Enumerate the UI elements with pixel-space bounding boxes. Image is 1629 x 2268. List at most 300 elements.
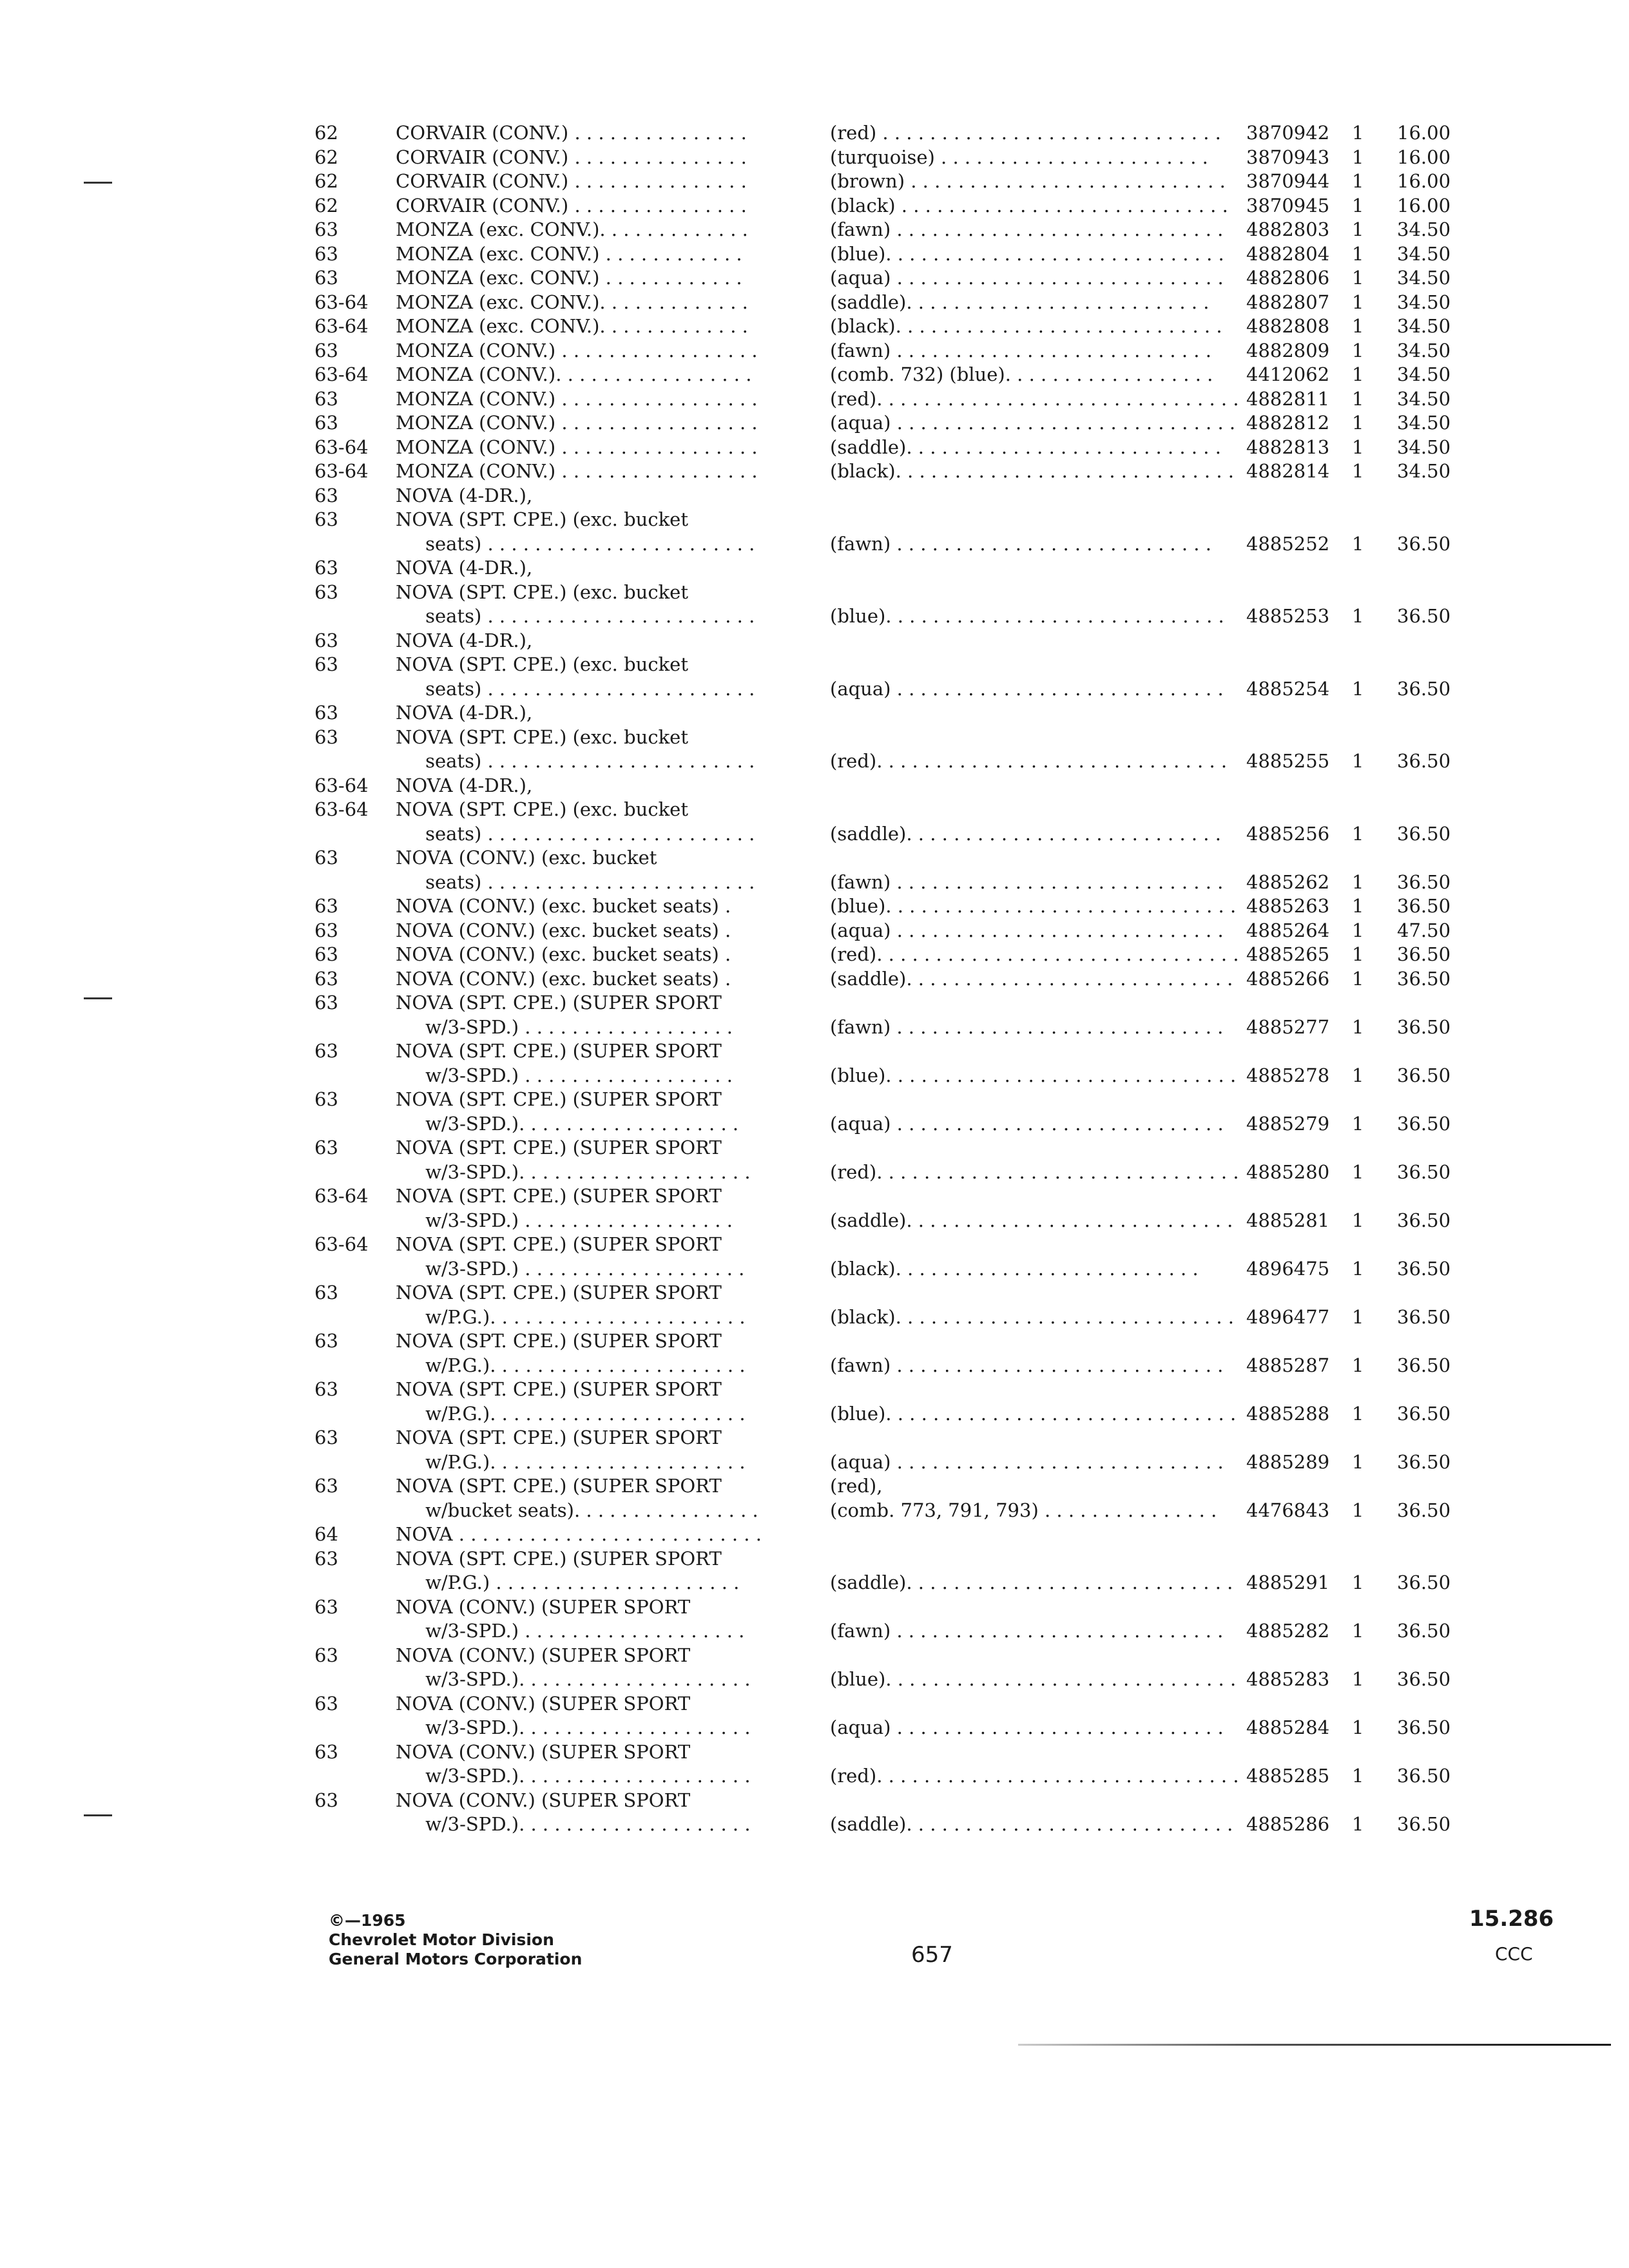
model-description: MONZA (CONV.) . . . . . . . . . . . . . . . . .: [396, 460, 758, 482]
model-year: 63: [314, 1789, 338, 1811]
list-price: 36.50: [1397, 1305, 1451, 1328]
part-number: 4882809: [1246, 339, 1330, 361]
part-row: [0, 1233, 1629, 1281]
model-description: NOVA (CONV.) (SUPER SPORT: [396, 1644, 691, 1666]
list-price: 36.50: [1397, 1450, 1451, 1473]
list-price: 36.50: [1397, 1402, 1451, 1425]
part-row: [0, 436, 1629, 460]
part-number: 4882813: [1246, 436, 1330, 458]
model-year: 63: [314, 943, 338, 965]
trim-color: (fawn) . . . . . . . . . . . . . . . . . . . . . . . . . . .: [830, 532, 1211, 555]
model-description: seats) . . . . . . . . . . . . . . . . . . . . . . .: [396, 677, 755, 700]
part-row: [0, 701, 1629, 774]
quantity: 1: [1352, 605, 1364, 627]
list-price: 36.50: [1397, 1668, 1451, 1690]
model-year: 63: [314, 387, 338, 410]
trim-color: (blue). . . . . . . . . . . . . . . . . . . . . . . . . . . . . .: [830, 1402, 1237, 1425]
model-year: 63: [314, 339, 338, 361]
list-price: 34.50: [1397, 339, 1451, 361]
trim-color: (fawn) . . . . . . . . . . . . . . . . . . . . . . . . . . . .: [830, 870, 1224, 893]
trim-color: (saddle). . . . . . . . . . . . . . . . . . . . . . . . . . . .: [830, 967, 1233, 990]
quantity: 1: [1352, 870, 1364, 893]
part-number: 4885286: [1246, 1813, 1330, 1835]
model-description: w/3-SPD.) . . . . . . . . . . . . . . . . . .: [396, 1209, 733, 1231]
trim-color: (red),: [830, 1475, 883, 1497]
part-row: [0, 484, 1629, 557]
model-year: 63-64: [314, 1185, 369, 1207]
quantity: 1: [1352, 412, 1364, 434]
trim-color: (red). . . . . . . . . . . . . . . . . . . . . . . . . . . . . .: [830, 750, 1228, 772]
model-description: w/P.G.) . . . . . . . . . . . . . . . . . . . . .: [396, 1571, 740, 1593]
quantity: 1: [1352, 943, 1364, 965]
model-year: 63: [314, 1644, 338, 1666]
part-number: 4885284: [1246, 1716, 1330, 1738]
model-year: 63-64: [314, 460, 369, 482]
part-row: [0, 967, 1629, 992]
corporation-name: General Motors Corporation: [329, 1950, 583, 1968]
trim-color: (saddle). . . . . . . . . . . . . . . . . . . . . . . . . . . .: [830, 1813, 1233, 1835]
trim-color: (saddle). . . . . . . . . . . . . . . . . . . . . . . . . . . .: [830, 1209, 1233, 1231]
quantity: 1: [1352, 1112, 1364, 1135]
quantity: 1: [1352, 1813, 1364, 1835]
model-description: MONZA (exc. CONV.). . . . . . . . . . . . .: [396, 218, 748, 240]
model-description: w/3-SPD.) . . . . . . . . . . . . . . . . . .: [396, 1064, 733, 1086]
model-description: NOVA (4-DR.),: [396, 774, 533, 796]
trim-color: (fawn) . . . . . . . . . . . . . . . . . . . . . . . . . . . .: [830, 1354, 1224, 1376]
list-price: 36.50: [1397, 1620, 1451, 1642]
quantity: 1: [1352, 1064, 1364, 1086]
model-description: NOVA (SPT. CPE.) (SUPER SPORT: [396, 1233, 722, 1255]
part-row: [0, 314, 1629, 339]
part-row: [0, 339, 1629, 363]
part-row: [0, 774, 1629, 847]
model-description: w/P.G.). . . . . . . . . . . . . . . . . . . . . .: [396, 1402, 746, 1425]
binder-hole-mark: [84, 182, 112, 184]
part-row: [0, 1644, 1629, 1692]
part-row: [0, 146, 1629, 170]
part-number: 4882811: [1246, 387, 1330, 410]
model-description: NOVA (SPT. CPE.) (SUPER SPORT: [396, 1185, 722, 1207]
trim-color: (aqua) . . . . . . . . . . . . . . . . . . . . . . . . . . . .: [830, 267, 1224, 289]
model-year: 63: [314, 702, 338, 724]
trim-color: (black) . . . . . . . . . . . . . . . . . . . . . . . . . . . .: [830, 194, 1228, 216]
model-description: MONZA (CONV.). . . . . . . . . . . . . . . . .: [396, 363, 752, 385]
part-number: 4885277: [1246, 1015, 1330, 1038]
part-row: [0, 363, 1629, 387]
model-description: NOVA (4-DR.),: [396, 702, 533, 724]
trim-color: (blue). . . . . . . . . . . . . . . . . . . . . . . . . . . . . .: [830, 895, 1237, 917]
model-year: 63-64: [314, 798, 369, 820]
model-year: 63: [314, 1040, 338, 1062]
quantity: 1: [1352, 822, 1364, 845]
model-description: MONZA (CONV.) . . . . . . . . . . . . . . . . .: [396, 412, 758, 434]
list-price: 36.50: [1397, 1257, 1451, 1280]
model-year: 63: [314, 557, 338, 579]
trim-color: (comb. 732) (blue). . . . . . . . . . . . . . . . . .: [830, 363, 1213, 385]
quantity: 1: [1352, 1450, 1364, 1473]
part-number: 4885287: [1246, 1354, 1330, 1376]
model-description: NOVA (SPT. CPE.) (SUPER SPORT: [396, 1547, 722, 1570]
trim-color: (blue). . . . . . . . . . . . . . . . . . . . . . . . . . . . . .: [830, 1668, 1237, 1690]
part-number: 4885281: [1246, 1209, 1330, 1231]
model-description: NOVA (SPT. CPE.) (exc. bucket: [396, 508, 688, 530]
quantity: 1: [1352, 122, 1364, 144]
part-number: 3870944: [1246, 170, 1330, 192]
trim-color: (red). . . . . . . . . . . . . . . . . . . . . . . . . . . . . . .: [830, 1160, 1239, 1183]
trim-color: (red). . . . . . . . . . . . . . . . . . . . . . . . . . . . . . .: [830, 1765, 1239, 1787]
part-number: 4896477: [1246, 1305, 1330, 1328]
list-price: 16.00: [1397, 194, 1451, 216]
model-year: 63: [314, 508, 338, 530]
model-description: w/P.G.). . . . . . . . . . . . . . . . . . . . . .: [396, 1450, 746, 1473]
part-number: 4885256: [1246, 822, 1330, 845]
part-number: 4885252: [1246, 532, 1330, 555]
quantity: 1: [1352, 170, 1364, 192]
model-year: 62: [314, 194, 338, 216]
model-description: NOVA (4-DR.),: [396, 629, 533, 651]
part-row: [0, 1088, 1629, 1136]
list-price: 36.50: [1397, 1112, 1451, 1135]
part-row: [0, 387, 1629, 412]
part-row: [0, 1184, 1629, 1233]
part-number: 4882804: [1246, 242, 1330, 265]
trim-color: (saddle). . . . . . . . . . . . . . . . . . . . . . . . . . . .: [830, 1571, 1233, 1593]
part-row: [0, 556, 1629, 629]
trim-color: (blue). . . . . . . . . . . . . . . . . . . . . . . . . . . . . .: [830, 1064, 1237, 1086]
list-price: 16.00: [1397, 146, 1451, 168]
quantity: 1: [1352, 919, 1364, 941]
part-row: [0, 459, 1629, 484]
model-description: NOVA (SPT. CPE.) (SUPER SPORT: [396, 992, 722, 1014]
quantity: 1: [1352, 1015, 1364, 1038]
part-number: 4882806: [1246, 267, 1330, 289]
model-year: 63: [314, 1692, 338, 1715]
list-price: 34.50: [1397, 387, 1451, 410]
quantity: 1: [1352, 267, 1364, 289]
part-row: [0, 991, 1629, 1039]
model-description: NOVA (SPT. CPE.) (SUPER SPORT: [396, 1282, 722, 1303]
list-price: 34.50: [1397, 363, 1451, 385]
model-year: 63: [314, 218, 338, 240]
part-row: [0, 1426, 1629, 1474]
model-description: NOVA (CONV.) (SUPER SPORT: [396, 1595, 691, 1618]
model-year: 63-64: [314, 774, 369, 796]
trim-color: (aqua) . . . . . . . . . . . . . . . . . . . . . . . . . . . .: [830, 1450, 1224, 1473]
model-year: 63: [314, 967, 338, 990]
model-year: 63-64: [314, 363, 369, 385]
part-number: 4882814: [1246, 460, 1330, 482]
list-price: 36.50: [1397, 1354, 1451, 1376]
model-year: 63: [314, 1378, 338, 1400]
part-row: [0, 169, 1629, 194]
trim-color: (turquoise) . . . . . . . . . . . . . . . . . . . . . . .: [830, 146, 1208, 168]
part-row: [0, 846, 1629, 894]
trim-color: (red). . . . . . . . . . . . . . . . . . . . . . . . . . . . . . .: [830, 387, 1239, 410]
list-price: 36.50: [1397, 822, 1451, 845]
quantity: 1: [1352, 532, 1364, 555]
trim-color: (black). . . . . . . . . . . . . . . . . . . . . . . . . . . .: [830, 315, 1222, 337]
part-number: 4885283: [1246, 1668, 1330, 1690]
model-description: seats) . . . . . . . . . . . . . . . . . . . . . . .: [396, 822, 755, 845]
model-description: NOVA (4-DR.),: [396, 557, 533, 579]
list-price: 36.50: [1397, 895, 1451, 917]
model-description: NOVA (SPT. CPE.) (SUPER SPORT: [396, 1475, 722, 1497]
quantity: 1: [1352, 387, 1364, 410]
part-number: 4885280: [1246, 1160, 1330, 1183]
model-description: w/3-SPD.) . . . . . . . . . . . . . . . . . .: [396, 1015, 733, 1038]
page-number: 657: [911, 1942, 953, 1968]
part-number: 4885265: [1246, 943, 1330, 965]
quantity: 1: [1352, 677, 1364, 700]
list-price: 36.50: [1397, 1160, 1451, 1183]
part-row: [0, 919, 1629, 943]
part-number: 4885279: [1246, 1112, 1330, 1135]
part-number: 4885264: [1246, 919, 1330, 941]
quantity: 1: [1352, 1499, 1364, 1521]
model-description: w/3-SPD.). . . . . . . . . . . . . . . . . . . .: [396, 1668, 751, 1690]
model-description: w/3-SPD.) . . . . . . . . . . . . . . . . . . .: [396, 1257, 745, 1280]
model-description: CORVAIR (CONV.) . . . . . . . . . . . . . . .: [396, 122, 747, 144]
model-description: seats) . . . . . . . . . . . . . . . . . . . . . . .: [396, 870, 755, 893]
model-description: seats) . . . . . . . . . . . . . . . . . . . . . . .: [396, 750, 755, 772]
model-year: 64: [314, 1523, 338, 1545]
trim-color: (comb. 773, 791, 793) . . . . . . . . . . . . . . .: [830, 1499, 1217, 1521]
quantity: 1: [1352, 363, 1364, 385]
list-price: 36.50: [1397, 605, 1451, 627]
model-description: seats) . . . . . . . . . . . . . . . . . . . . . . .: [396, 532, 755, 555]
quantity: 1: [1352, 146, 1364, 168]
model-description: w/3-SPD.). . . . . . . . . . . . . . . . . . . .: [396, 1160, 751, 1183]
part-number: 4885288: [1246, 1402, 1330, 1425]
model-description: NOVA (SPT. CPE.) (SUPER SPORT: [396, 1427, 722, 1448]
model-description: NOVA (SPT. CPE.) (SUPER SPORT: [396, 1378, 722, 1400]
binder-hole-mark: [84, 997, 112, 999]
model-year: 62: [314, 170, 338, 192]
model-description: NOVA (SPT. CPE.) (exc. bucket: [396, 653, 688, 675]
trim-color: (saddle). . . . . . . . . . . . . . . . . . . . . . . . . .: [830, 291, 1210, 313]
model-year: 63: [314, 726, 338, 748]
trim-color: (fawn) . . . . . . . . . . . . . . . . . . . . . . . . . . . .: [830, 1015, 1224, 1038]
model-year: 63: [314, 653, 338, 675]
part-row: [0, 629, 1629, 702]
trim-color: (red). . . . . . . . . . . . . . . . . . . . . . . . . . . . . . .: [830, 943, 1239, 965]
part-row: [0, 1789, 1629, 1837]
model-description: w/3-SPD.). . . . . . . . . . . . . . . . . . . .: [396, 1765, 751, 1787]
model-description: w/3-SPD.) . . . . . . . . . . . . . . . . . . .: [396, 1620, 745, 1642]
trim-color: (black). . . . . . . . . . . . . . . . . . . . . . . . . .: [830, 1257, 1199, 1280]
list-price: 36.50: [1397, 1209, 1451, 1231]
quantity: 1: [1352, 895, 1364, 917]
model-year: 63: [314, 1740, 338, 1763]
part-row: [0, 242, 1629, 267]
list-price: 36.50: [1397, 1064, 1451, 1086]
quantity: 1: [1352, 1716, 1364, 1738]
list-price: 47.50: [1397, 919, 1451, 941]
part-row: [0, 1595, 1629, 1644]
trim-color: (aqua) . . . . . . . . . . . . . . . . . . . . . . . . . . . . .: [830, 412, 1236, 434]
model-year: 63-64: [314, 315, 369, 337]
model-year: 63-64: [314, 1233, 369, 1255]
model-year: 63: [314, 1330, 338, 1352]
model-description: MONZA (exc. CONV.). . . . . . . . . . . . .: [396, 291, 748, 313]
model-description: NOVA (SPT. CPE.) (SUPER SPORT: [396, 1137, 722, 1158]
part-row: [0, 1136, 1629, 1184]
list-price: 36.50: [1397, 1015, 1451, 1038]
trim-color: (saddle). . . . . . . . . . . . . . . . . . . . . . . . . . .: [830, 436, 1221, 458]
part-number: 4882803: [1246, 218, 1330, 240]
copyright-line: ©—1965: [329, 1911, 406, 1930]
list-price: 36.50: [1397, 677, 1451, 700]
model-year: 63: [314, 1547, 338, 1570]
trim-color: (aqua) . . . . . . . . . . . . . . . . . . . . . . . . . . . .: [830, 919, 1224, 941]
part-number: 4412062: [1246, 363, 1330, 385]
model-description: MONZA (exc. CONV.) . . . . . . . . . . . .: [396, 267, 742, 289]
list-price: 36.50: [1397, 943, 1451, 965]
model-year: 63: [314, 1475, 338, 1497]
model-year: 63: [314, 992, 338, 1014]
model-year: 63: [314, 895, 338, 917]
part-row: [0, 1692, 1629, 1740]
part-row: [0, 121, 1629, 146]
bottom-rule: [1018, 2044, 1611, 2046]
quantity: 1: [1352, 750, 1364, 772]
model-description: NOVA (CONV.) (exc. bucket seats) .: [396, 943, 731, 965]
footer-publisher: [329, 1911, 582, 1969]
model-description: NOVA (SPT. CPE.) (exc. bucket: [396, 581, 688, 603]
part-number: 4882807: [1246, 291, 1330, 313]
list-price: 36.50: [1397, 870, 1451, 893]
part-row: [0, 194, 1629, 218]
trim-color: (aqua) . . . . . . . . . . . . . . . . . . . . . . . . . . . .: [830, 677, 1224, 700]
model-description: CORVAIR (CONV.) . . . . . . . . . . . . . . .: [396, 170, 747, 192]
part-row: [0, 1523, 1629, 1595]
quantity: 1: [1352, 967, 1364, 990]
model-year: 63: [314, 484, 338, 506]
quantity: 1: [1352, 1620, 1364, 1642]
model-description: NOVA (CONV.) (SUPER SPORT: [396, 1692, 691, 1715]
part-number: 3870945: [1246, 194, 1330, 216]
part-number: 4885262: [1246, 870, 1330, 893]
part-number: 4885263: [1246, 895, 1330, 917]
division-name: Chevrolet Motor Division: [329, 1930, 554, 1949]
model-year: 63: [314, 1282, 338, 1303]
trim-color: (black). . . . . . . . . . . . . . . . . . . . . . . . . . . . .: [830, 1305, 1235, 1328]
part-number: 4885291: [1246, 1571, 1330, 1593]
model-description: MONZA (exc. CONV.). . . . . . . . . . . . .: [396, 315, 748, 337]
model-year: 63: [314, 1595, 338, 1618]
model-description: MONZA (CONV.) . . . . . . . . . . . . . . . . .: [396, 387, 758, 410]
quantity: 1: [1352, 194, 1364, 216]
part-row: [0, 1281, 1629, 1329]
model-description: w/bucket seats). . . . . . . . . . . . . . . .: [396, 1499, 758, 1521]
model-year: 63: [314, 1088, 338, 1110]
model-description: NOVA (SPT. CPE.) (exc. bucket: [396, 798, 688, 820]
quantity: 1: [1352, 460, 1364, 482]
trim-color: (blue). . . . . . . . . . . . . . . . . . . . . . . . . . . . .: [830, 242, 1224, 265]
part-row: [0, 266, 1629, 291]
list-price: 36.50: [1397, 1571, 1451, 1593]
part-row: [0, 1740, 1629, 1789]
list-price: 36.50: [1397, 1716, 1451, 1738]
model-year: 62: [314, 146, 338, 168]
model-description: NOVA (CONV.) (exc. bucket seats) .: [396, 919, 731, 941]
model-description: NOVA (4-DR.),: [396, 484, 533, 506]
part-row: [0, 1474, 1629, 1523]
part-number: 4885285: [1246, 1765, 1330, 1787]
part-row: [0, 411, 1629, 436]
list-price: 34.50: [1397, 291, 1451, 313]
model-description: NOVA (CONV.) (SUPER SPORT: [396, 1740, 691, 1763]
quantity: 1: [1352, 242, 1364, 265]
model-description: CORVAIR (CONV.) . . . . . . . . . . . . . . .: [396, 194, 747, 216]
quantity: 1: [1352, 436, 1364, 458]
model-description: w/3-SPD.). . . . . . . . . . . . . . . . . . .: [396, 1112, 739, 1135]
model-year: 63: [314, 242, 338, 265]
model-description: MONZA (CONV.) . . . . . . . . . . . . . . . . .: [396, 436, 758, 458]
list-price: 34.50: [1397, 436, 1451, 458]
model-description: NOVA (CONV.) (SUPER SPORT: [396, 1789, 691, 1811]
model-description: NOVA (CONV.) (exc. bucket: [396, 847, 657, 869]
model-description: NOVA (SPT. CPE.) (exc. bucket: [396, 726, 688, 748]
model-year: 63: [314, 581, 338, 603]
list-price: 34.50: [1397, 242, 1451, 265]
trim-color: (fawn) . . . . . . . . . . . . . . . . . . . . . . . . . . . .: [830, 1620, 1224, 1642]
model-year: 62: [314, 122, 338, 144]
quantity: 1: [1352, 1668, 1364, 1690]
trim-color: (saddle). . . . . . . . . . . . . . . . . . . . . . . . . . .: [830, 822, 1221, 845]
part-number: 4885254: [1246, 677, 1330, 700]
list-price: 16.00: [1397, 122, 1451, 144]
model-year: 63: [314, 629, 338, 651]
model-description: CORVAIR (CONV.) . . . . . . . . . . . . . . .: [396, 146, 747, 168]
model-year: 63-64: [314, 436, 369, 458]
list-price: 36.50: [1397, 1813, 1451, 1835]
trim-color: (aqua) . . . . . . . . . . . . . . . . . . . . . . . . . . . .: [830, 1112, 1224, 1135]
list-price: 34.50: [1397, 218, 1451, 240]
trim-color: (blue). . . . . . . . . . . . . . . . . . . . . . . . . . . . .: [830, 605, 1224, 627]
quantity: 1: [1352, 315, 1364, 337]
quantity: 1: [1352, 218, 1364, 240]
trim-color: (fawn) . . . . . . . . . . . . . . . . . . . . . . . . . . . .: [830, 218, 1224, 240]
trim-color: (black). . . . . . . . . . . . . . . . . . . . . . . . . . . . .: [830, 460, 1235, 482]
model-description: w/P.G.). . . . . . . . . . . . . . . . . . . . . .: [396, 1354, 746, 1376]
model-year: 63-64: [314, 291, 369, 313]
part-row: [0, 943, 1629, 967]
binder-hole-mark: [84, 1814, 112, 1816]
part-row: [0, 1378, 1629, 1426]
model-description: NOVA (SPT. CPE.) (SUPER SPORT: [396, 1040, 722, 1062]
model-description: w/P.G.). . . . . . . . . . . . . . . . . . . . . .: [396, 1305, 746, 1328]
quantity: 1: [1352, 1354, 1364, 1376]
part-row: [0, 1329, 1629, 1378]
model-year: 63: [314, 267, 338, 289]
model-description: MONZA (exc. CONV.) . . . . . . . . . . . .: [396, 242, 742, 265]
model-description: NOVA . . . . . . . . . . . . . . . . . . . . . . . . . .: [396, 1523, 762, 1545]
list-price: 34.50: [1397, 460, 1451, 482]
list-price: 34.50: [1397, 267, 1451, 289]
part-number: 4896475: [1246, 1257, 1330, 1280]
model-description: NOVA (SPT. CPE.) (SUPER SPORT: [396, 1330, 722, 1352]
list-price: 36.50: [1397, 750, 1451, 772]
quantity: 1: [1352, 1305, 1364, 1328]
part-row: [0, 894, 1629, 919]
trim-color: (fawn) . . . . . . . . . . . . . . . . . . . . . . . . . . .: [830, 339, 1211, 361]
part-number: 4885253: [1246, 605, 1330, 627]
model-description: w/3-SPD.). . . . . . . . . . . . . . . . . . . .: [396, 1716, 751, 1738]
quantity: 1: [1352, 339, 1364, 361]
quantity: 1: [1352, 1571, 1364, 1593]
list-price: 34.50: [1397, 412, 1451, 434]
